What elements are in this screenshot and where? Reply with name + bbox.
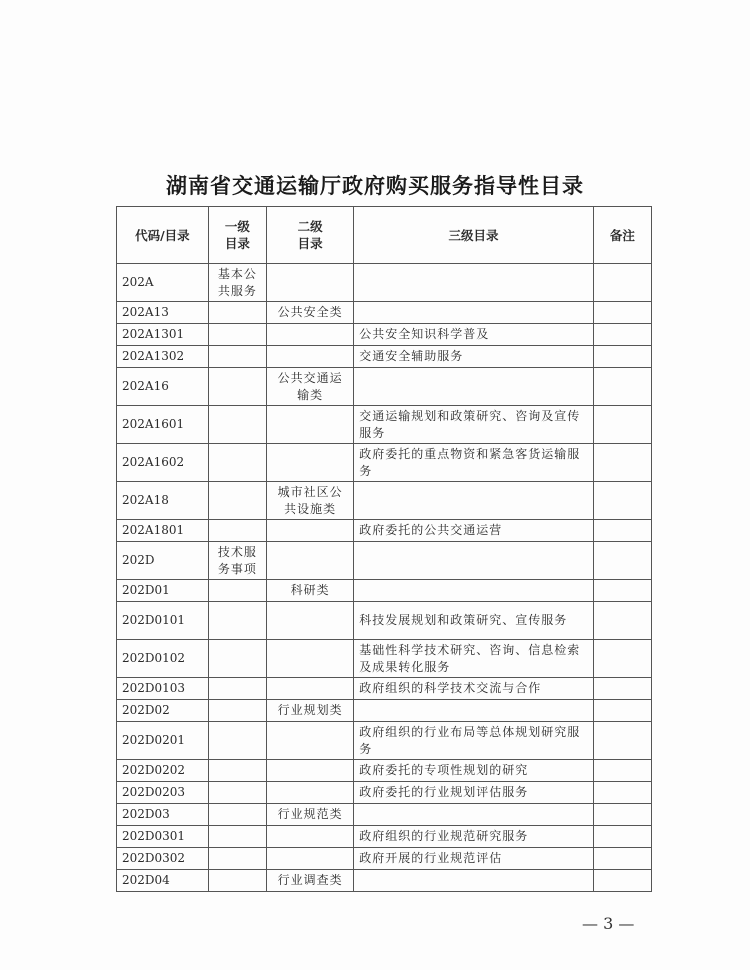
cell-code: 202D0102 <box>117 640 209 678</box>
cell-level3: 科技发展规划和政策研究、宣传服务 <box>354 602 594 640</box>
cell-level2: 公共交通运输类 <box>266 368 353 406</box>
cell-code: 202D0301 <box>117 826 209 848</box>
cell-level1 <box>208 804 266 826</box>
cell-note <box>593 722 651 760</box>
cell-level3: 基础性科学技术研究、咨询、信息检索及成果转化服务 <box>354 640 594 678</box>
table-row <box>117 542 652 580</box>
table-row <box>117 678 652 700</box>
cell-note <box>593 826 651 848</box>
cell-level3: 政府委托的重点物资和紧急客货运输服务 <box>354 444 594 482</box>
cell-level3: 政府委托的公共交通运营 <box>354 520 594 542</box>
cell-note <box>593 804 651 826</box>
cell-note <box>593 760 651 782</box>
cell-level3 <box>354 368 594 406</box>
cell-level3 <box>354 700 594 722</box>
cell-level3 <box>354 580 594 602</box>
catalog-table <box>116 206 652 892</box>
table-row <box>117 264 652 302</box>
cell-level3: 政府委托的行业规划评估服务 <box>354 782 594 804</box>
cell-note <box>593 324 651 346</box>
cell-code: 202A16 <box>117 368 209 406</box>
cell-level2 <box>266 542 353 580</box>
cell-code: 202A1301 <box>117 324 209 346</box>
cell-level1 <box>208 640 266 678</box>
cell-level3: 政府委托的专项性规划的研究 <box>354 760 594 782</box>
cell-level2 <box>266 826 353 848</box>
table-row <box>117 722 652 760</box>
cell-code: 202D02 <box>117 700 209 722</box>
cell-note <box>593 640 651 678</box>
table-row <box>117 870 652 892</box>
cell-level2 <box>266 264 353 302</box>
cell-level1 <box>208 678 266 700</box>
table-row <box>117 520 652 542</box>
table-row <box>117 368 652 406</box>
cell-note <box>593 264 651 302</box>
cell-code: 202D <box>117 542 209 580</box>
cell-level1 <box>208 870 266 892</box>
cell-level2 <box>266 520 353 542</box>
page-number: — 3 — <box>582 914 635 933</box>
cell-level1 <box>208 700 266 722</box>
table-row <box>117 346 652 368</box>
cell-code: 202A1601 <box>117 406 209 444</box>
cell-level3 <box>354 804 594 826</box>
table-row <box>117 580 652 602</box>
cell-level1 <box>208 406 266 444</box>
table-row <box>117 444 652 482</box>
cell-level2 <box>266 324 353 346</box>
page-title: 湖南省交通运输厅政府购买服务指导性目录 <box>166 173 584 198</box>
cell-level2 <box>266 444 353 482</box>
cell-level1 <box>208 520 266 542</box>
cell-level3: 交通运输规划和政策研究、咨询及宣传服务 <box>354 406 594 444</box>
table-row <box>117 700 652 722</box>
cell-code: 202A <box>117 264 209 302</box>
cell-level3 <box>354 482 594 520</box>
cell-level3: 公共安全知识科学普及 <box>354 324 594 346</box>
cell-note <box>593 870 651 892</box>
cell-level1: 基本公共服务 <box>208 264 266 302</box>
cell-level2 <box>266 406 353 444</box>
cell-note <box>593 542 651 580</box>
cell-code: 202D04 <box>117 870 209 892</box>
cell-level3: 政府组织的行业布局等总体规划研究服务 <box>354 722 594 760</box>
cell-level1 <box>208 482 266 520</box>
table-header-row <box>117 207 652 264</box>
cell-code: 202D0103 <box>117 678 209 700</box>
table-row <box>117 760 652 782</box>
cell-code: 202D0203 <box>117 782 209 804</box>
cell-level2 <box>266 678 353 700</box>
cell-level2: 城市社区公共设施类 <box>266 482 353 520</box>
cell-level2 <box>266 346 353 368</box>
table-row <box>117 302 652 324</box>
cell-code: 202D03 <box>117 804 209 826</box>
cell-level3: 政府开展的行业规范评估 <box>354 848 594 870</box>
header-level1: 一级 目录 <box>208 207 266 264</box>
cell-code: 202A1602 <box>117 444 209 482</box>
header-code: 代码/目录 <box>117 207 209 264</box>
cell-level1 <box>208 346 266 368</box>
table-row <box>117 640 652 678</box>
cell-level2: 行业调查类 <box>266 870 353 892</box>
table-row <box>117 324 652 346</box>
cell-level1 <box>208 444 266 482</box>
header-note: 备注 <box>593 207 651 264</box>
cell-code: 202A13 <box>117 302 209 324</box>
cell-level3 <box>354 302 594 324</box>
cell-level1 <box>208 782 266 804</box>
cell-note <box>593 444 651 482</box>
cell-level2 <box>266 602 353 640</box>
cell-level1 <box>208 580 266 602</box>
cell-note <box>593 782 651 804</box>
cell-code: 202A18 <box>117 482 209 520</box>
cell-level2: 科研类 <box>266 580 353 602</box>
table-row <box>117 848 652 870</box>
cell-level1 <box>208 760 266 782</box>
cell-code: 202D0302 <box>117 848 209 870</box>
cell-note <box>593 848 651 870</box>
cell-note <box>593 602 651 640</box>
cell-level2: 行业规划类 <box>266 700 353 722</box>
cell-code: 202A1801 <box>117 520 209 542</box>
cell-level2 <box>266 722 353 760</box>
cell-note <box>593 302 651 324</box>
cell-level2 <box>266 848 353 870</box>
cell-level3: 交通安全辅助服务 <box>354 346 594 368</box>
table-row <box>117 482 652 520</box>
cell-level3: 政府组织的行业规范研究服务 <box>354 826 594 848</box>
cell-code: 202D0202 <box>117 760 209 782</box>
cell-level2 <box>266 640 353 678</box>
cell-note <box>593 700 651 722</box>
header-level2: 二级 目录 <box>266 207 353 264</box>
cell-level3 <box>354 542 594 580</box>
table-row <box>117 406 652 444</box>
cell-level2 <box>266 782 353 804</box>
cell-level3 <box>354 264 594 302</box>
cell-level1 <box>208 602 266 640</box>
cell-level1 <box>208 826 266 848</box>
cell-level1 <box>208 848 266 870</box>
cell-level1 <box>208 324 266 346</box>
cell-note <box>593 346 651 368</box>
cell-level2: 行业规范类 <box>266 804 353 826</box>
cell-note <box>593 406 651 444</box>
cell-note <box>593 482 651 520</box>
cell-code: 202D0101 <box>117 602 209 640</box>
cell-note <box>593 580 651 602</box>
table-row <box>117 804 652 826</box>
table-row <box>117 826 652 848</box>
cell-code: 202D0201 <box>117 722 209 760</box>
cell-level3 <box>354 870 594 892</box>
cell-level1 <box>208 368 266 406</box>
cell-level1 <box>208 722 266 760</box>
cell-code: 202D01 <box>117 580 209 602</box>
cell-level1 <box>208 302 266 324</box>
cell-note <box>593 368 651 406</box>
cell-level1: 技术服务事项 <box>208 542 266 580</box>
table-row <box>117 602 652 640</box>
cell-level2: 公共安全类 <box>266 302 353 324</box>
cell-level3: 政府组织的科学技术交流与合作 <box>354 678 594 700</box>
header-level3: 三级目录 <box>354 207 594 264</box>
cell-note <box>593 520 651 542</box>
cell-code: 202A1302 <box>117 346 209 368</box>
cell-note <box>593 678 651 700</box>
table-row <box>117 782 652 804</box>
cell-level2 <box>266 760 353 782</box>
